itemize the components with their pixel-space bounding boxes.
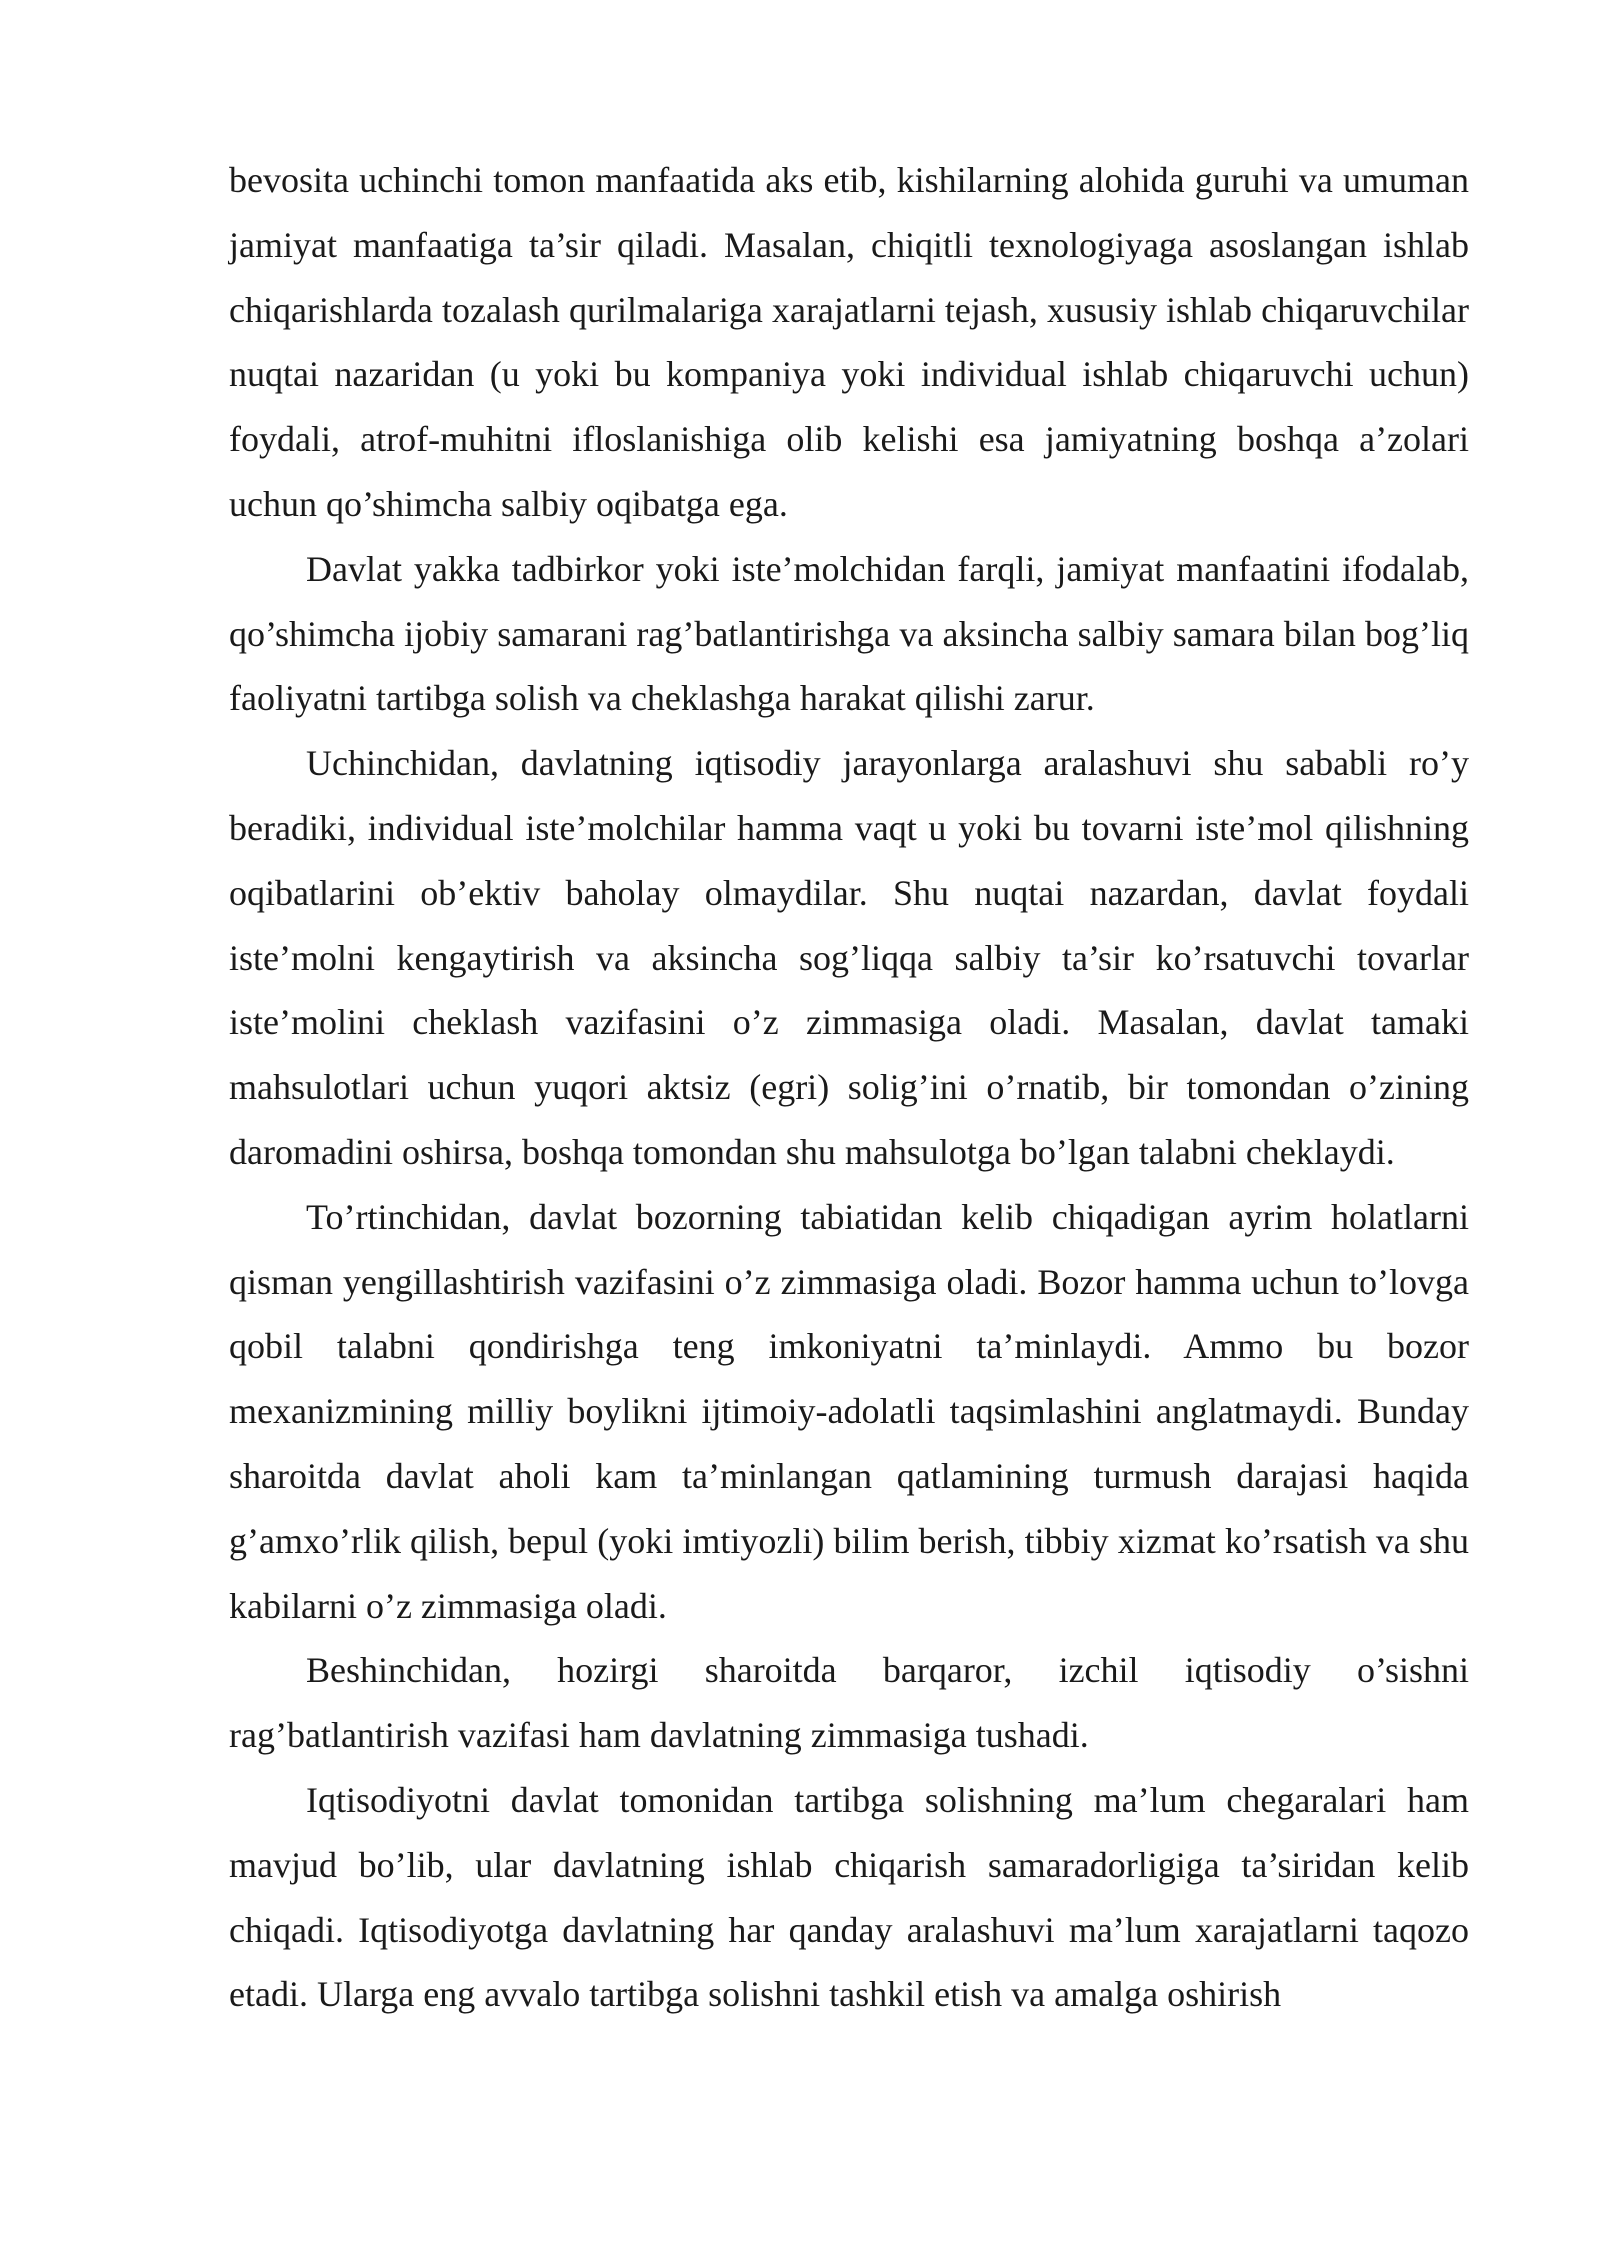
paragraph-continuation: bevosita uchinchi tomon manfaatida aks etib, kishilarning alohida guruhi va umuman jamiyat manfaatiga ta’sir qiladi. Masalan, chiqitli texnologiyaga asoslangan ishlab chiqarishlarda tozalash qurilmalariga xarajatlarni tejash, xususiy ishlab chiqaruvchilar nuqtai nazaridan (u yoki bu kompaniya yoki individual ishlab chiqaruvchi uchun) foydali, atrof-muhitni ifloslanishiga olib kelishi esa jamiyatning boshqa a’zolari uchun qo’shimcha salbiy oqibatga ega. <box>229 160 1469 524</box>
paragraph-davlat-yakka: Davlat yakka tadbirkor yoki iste’molchidan farqli, jamiyat manfaatini ifodalab, qo’shimcha ijobiy samarani rag’batlantirishga va aksincha salbiy samara bilan bog’liq faoliyatni tartibga solish va cheklashga harakat qilishi zarur. <box>229 548 1469 719</box>
document-page <box>229 148 1469 2027</box>
paragraph-iqtisodiyotni: Iqtisodiyotni davlat tomonidan tartibga solishning ma’lum chegaralari ham mavjud bo’lib, ular davlatning ishlab chiqarish samaradorligiga ta’siridan kelib chiqadi. Iqtisodiyotga davlatning har qanday aralashuvi ma’lum xarajatlarni taqozo etadi. Ularga eng avvalo tartibga solishni tashkil etish va amalga oshirish <box>229 1779 1469 2015</box>
paragraph-tortinchidan: To’rtinchidan, davlat bozorning tabiatidan kelib chiqadigan ayrim holatlarni qisman yengillashtirish vazifasini o’z zimmasiga oladi. Bozor hamma uchun to’lovga qobil talabni qondirishga teng imkoniyatni ta’minlaydi. Ammo bu bozor mexanizmining milliy boylikni ijtimoiy-adolatli taqsimlashini anglatmaydi. Bunday sharoitda davlat aholi kam ta’minlangan qatlamining turmush darajasi haqida g’amxo’rlik qilish, bepul (yoki imtiyozli) bilim berish, tibbiy xizmat ko’rsatish va shu kabilarni o’z zimmasiga oladi. <box>229 1196 1469 1626</box>
paragraph-beshinchidan: Beshinchidan, hozirgi sharoitda barqaror, izchil iqtisodiy o’sishni rag’batlantirish vazifasi ham davlatning zimmasiga tushadi. <box>229 1650 1469 1756</box>
paragraph-uchinchidan: Uchinchidan, davlatning iqtisodiy jarayonlarga aralashuvi shu sababli ro’y beradiki, individual iste’molchilar hamma vaqt u yoki bu tovarni iste’mol qilishning oqibatlarini ob’ektiv baholay olmaydilar. Shu nuqtai nazardan, davlat foydali iste’molni kengaytirish va aksincha sog’liqqa salbiy ta’sir ko’rsatuvchi tovarlar iste’molini cheklash vazifasini o’z zimmasiga oladi. Masalan, davlat tamaki mahsulotlari uchun yuqori aktsiz (egri) solig’ini o’rnatib, bir tomondan o’zining daromadini oshirsa, boshqa tomondan shu mahsulotga bo’lgan talabni cheklaydi. <box>229 743 1469 1172</box>
